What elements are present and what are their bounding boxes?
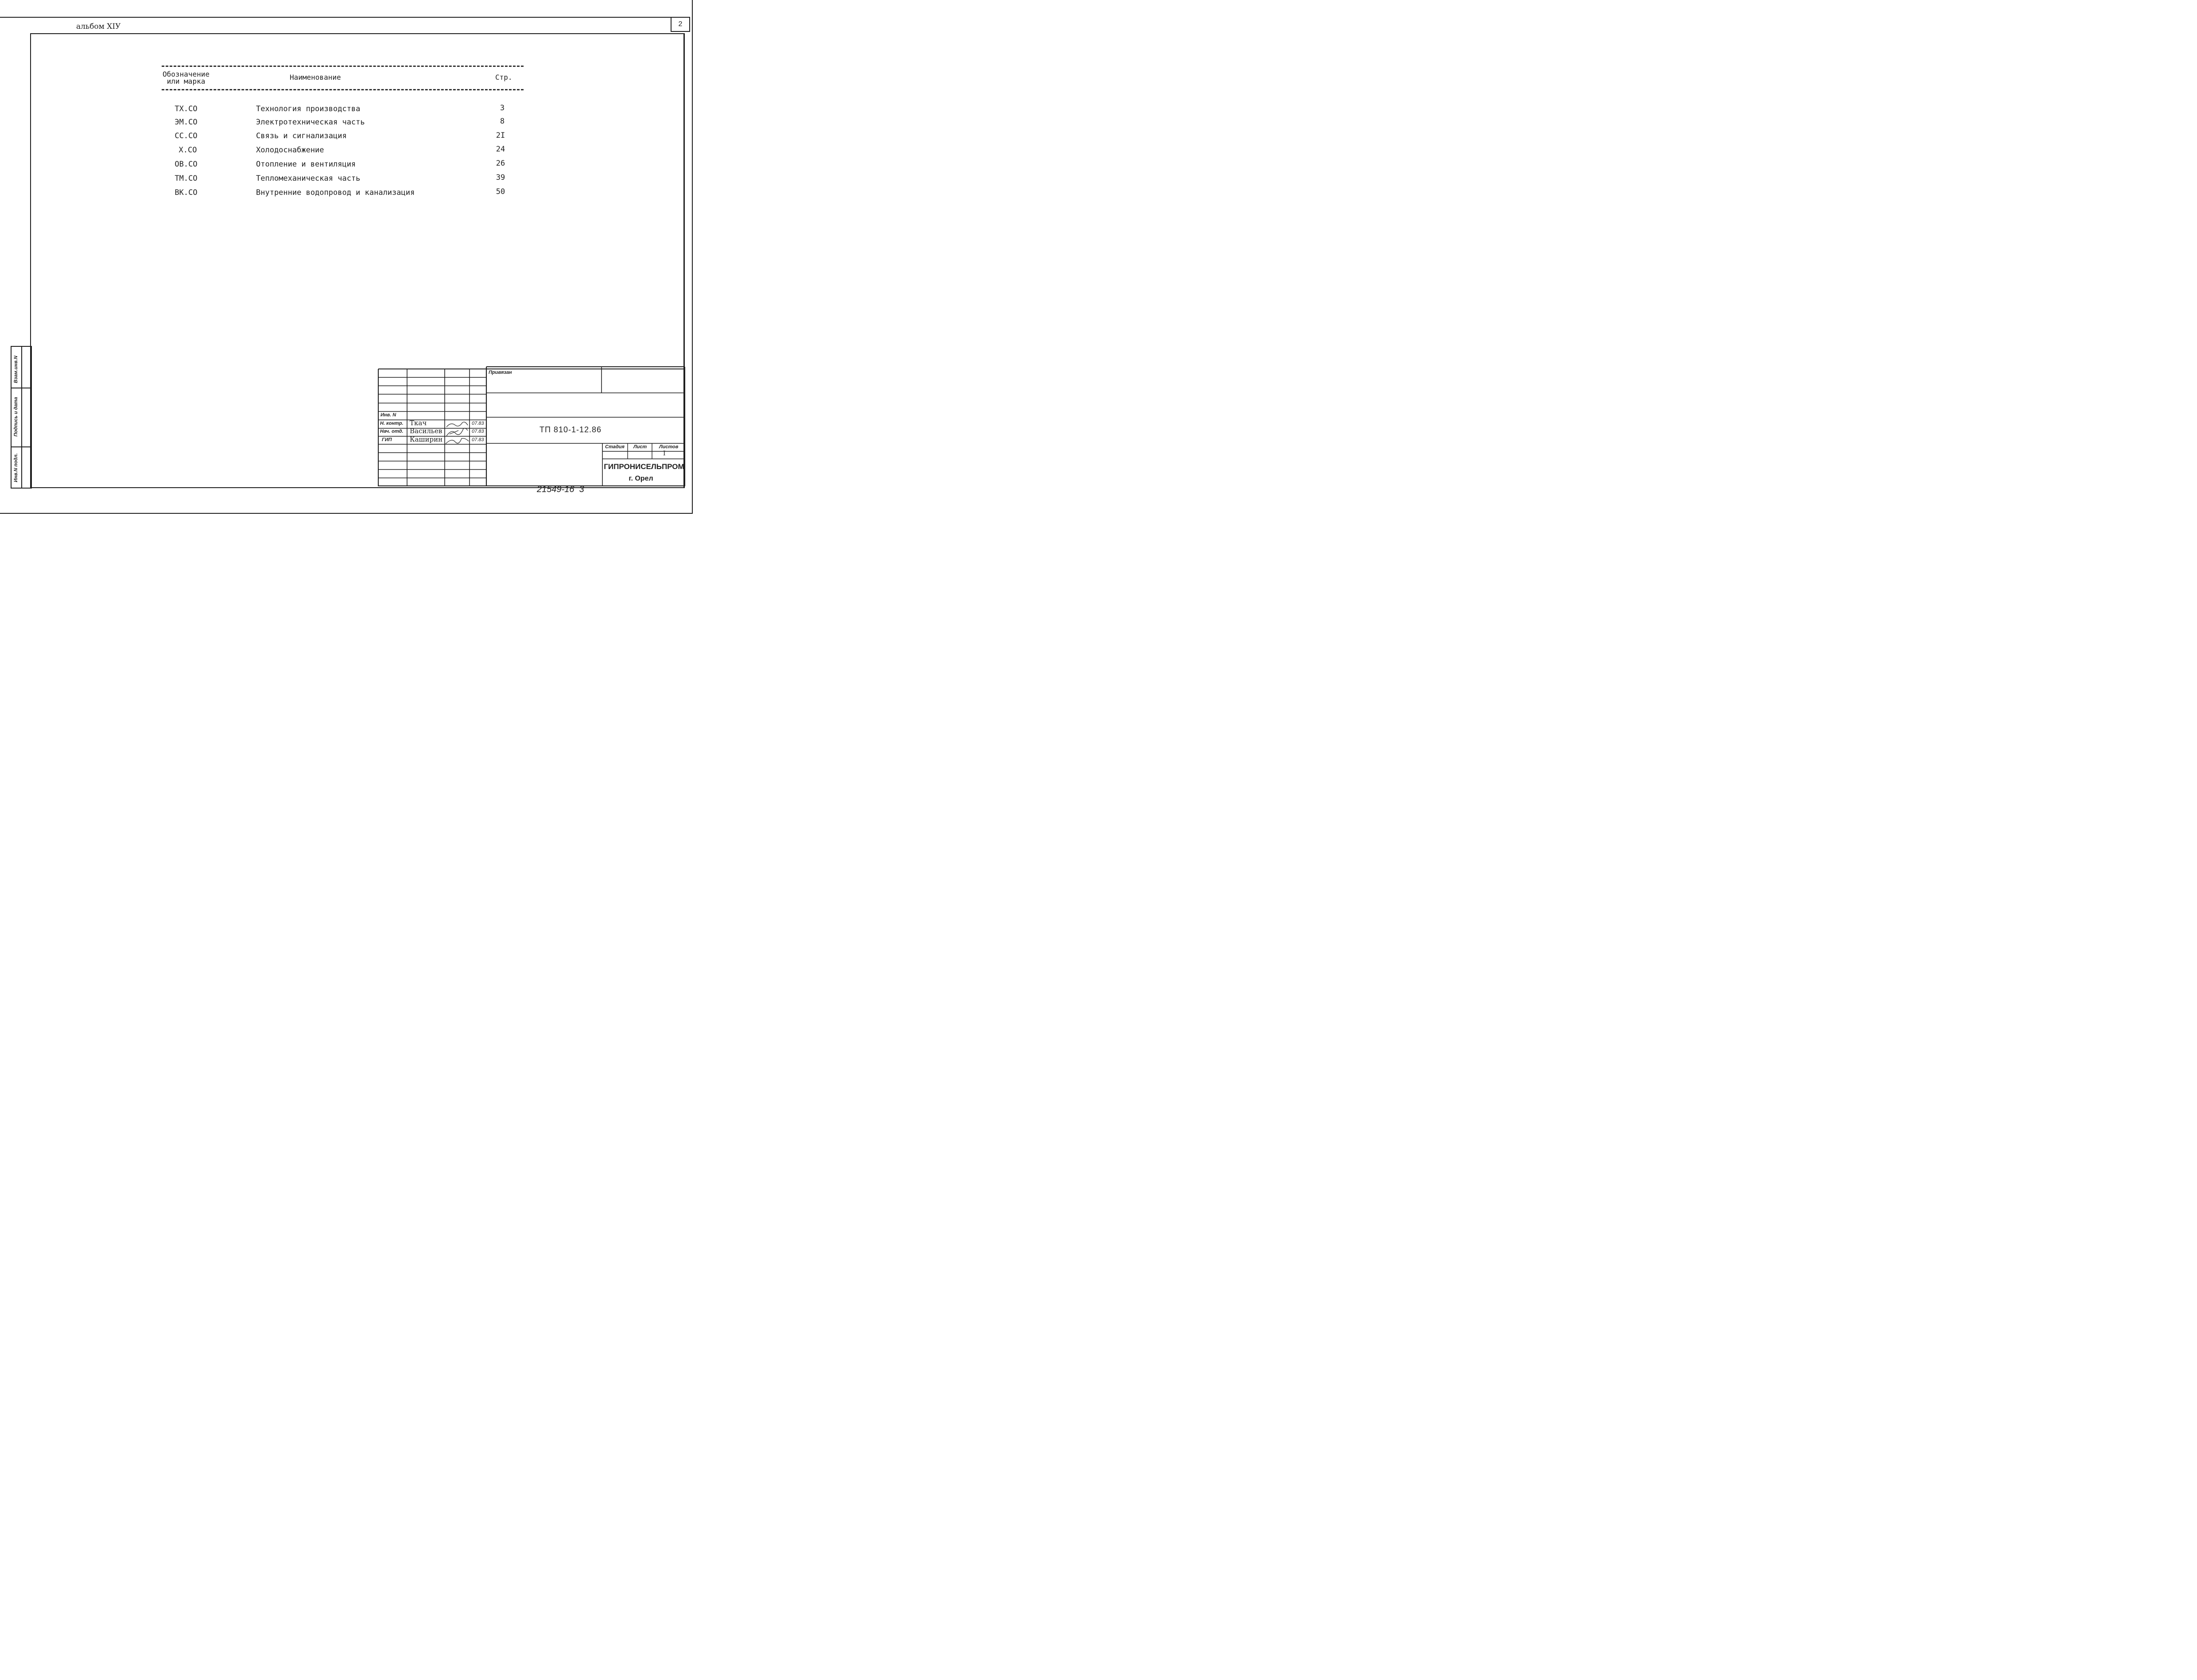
tb-city: г. Орел bbox=[629, 475, 653, 482]
toc-row-page: 24 bbox=[496, 145, 505, 154]
tb-sheets-label: Листов bbox=[659, 444, 679, 450]
signature-scribbles bbox=[446, 422, 469, 444]
toc-row-page: 26 bbox=[496, 159, 505, 168]
tb-stage-label: Стадия bbox=[605, 444, 625, 450]
toc-row-code: ЭМ.СО bbox=[175, 118, 198, 127]
side-stamp-divider bbox=[11, 446, 32, 447]
toc-row-name: Холодоснабжение bbox=[256, 146, 324, 155]
toc-row-page: 39 bbox=[496, 173, 505, 182]
toc-row-code: ТХ.СО bbox=[175, 105, 198, 113]
tb-sheet-label: Лист bbox=[633, 444, 647, 450]
side-stamp-divider bbox=[21, 346, 22, 489]
tb-signer-role: Н. контр. bbox=[380, 421, 404, 426]
tb-inv-label: Инв. N bbox=[380, 412, 396, 418]
sheet-number-box bbox=[671, 17, 690, 32]
toc-row-page: 3 bbox=[500, 104, 505, 113]
tb-signer-role: Нач. отд. bbox=[380, 429, 404, 434]
album-label: альбом XIУ bbox=[76, 22, 121, 31]
toc-row-code: ВК.СО bbox=[175, 188, 198, 197]
side-stamp-podpis: Подпись и дата bbox=[13, 397, 19, 437]
toc-row-code: ОВ.СО bbox=[175, 160, 198, 169]
toc-top-rule bbox=[162, 66, 524, 67]
toc-row-name: Связь и сигнализация bbox=[256, 132, 347, 140]
toc-row-code: ТМ.СО bbox=[175, 174, 198, 183]
tb-signer-date: 07.83 bbox=[472, 421, 484, 426]
sheet-number: 2 bbox=[678, 20, 683, 28]
side-stamp-inv: Инв.N подл. bbox=[13, 453, 19, 482]
toc-row-code: Х.СО bbox=[179, 146, 197, 155]
side-stamp-vzam: Взам.инв.N bbox=[13, 356, 19, 383]
toc-col-name-header: Наименование bbox=[290, 73, 341, 81]
toc-row-name: Тепломеханическая часть bbox=[256, 174, 361, 183]
tb-signer-name: Каширин bbox=[410, 435, 443, 443]
tb-privyazan: Привязан bbox=[489, 370, 512, 375]
tb-doc-code: ТП 810-1-12.86 bbox=[540, 425, 602, 434]
outer-top-border bbox=[0, 17, 690, 18]
outer-bottom-border bbox=[0, 513, 693, 514]
tb-signer-name: Васильев bbox=[410, 427, 443, 435]
toc-col-code-header: Обозначение или марка bbox=[163, 70, 210, 85]
toc-col-page-header: Стр. bbox=[495, 73, 512, 81]
toc-row-page: 8 bbox=[500, 117, 505, 126]
toc-row-page: 50 bbox=[496, 187, 505, 196]
tb-signer-date: 07.83 bbox=[472, 437, 484, 442]
toc-row-code: СС.СО bbox=[175, 132, 198, 140]
tb-signer-name: Ткач bbox=[410, 419, 427, 427]
tb-org: ГИПРОНИСЕЛЬПРОМ bbox=[604, 462, 684, 471]
toc-row-name: Отопление и вентиляция bbox=[256, 160, 356, 169]
toc-row-name: Технология производства bbox=[256, 105, 361, 113]
tb-sheets-value: I bbox=[663, 450, 666, 457]
tb-signer-date: 07.83 bbox=[472, 429, 484, 434]
footer-code: 21549-16 3 bbox=[537, 485, 584, 494]
tb-signer-role: ГИП bbox=[382, 437, 392, 442]
toc-row-name: Электротехническая часть bbox=[256, 118, 365, 127]
toc-row-name: Внутренние водопровод и канализация bbox=[256, 188, 415, 197]
toc-row-page: 2I bbox=[496, 131, 505, 140]
outer-right-border bbox=[692, 0, 693, 514]
toc-header-rule bbox=[162, 89, 524, 90]
